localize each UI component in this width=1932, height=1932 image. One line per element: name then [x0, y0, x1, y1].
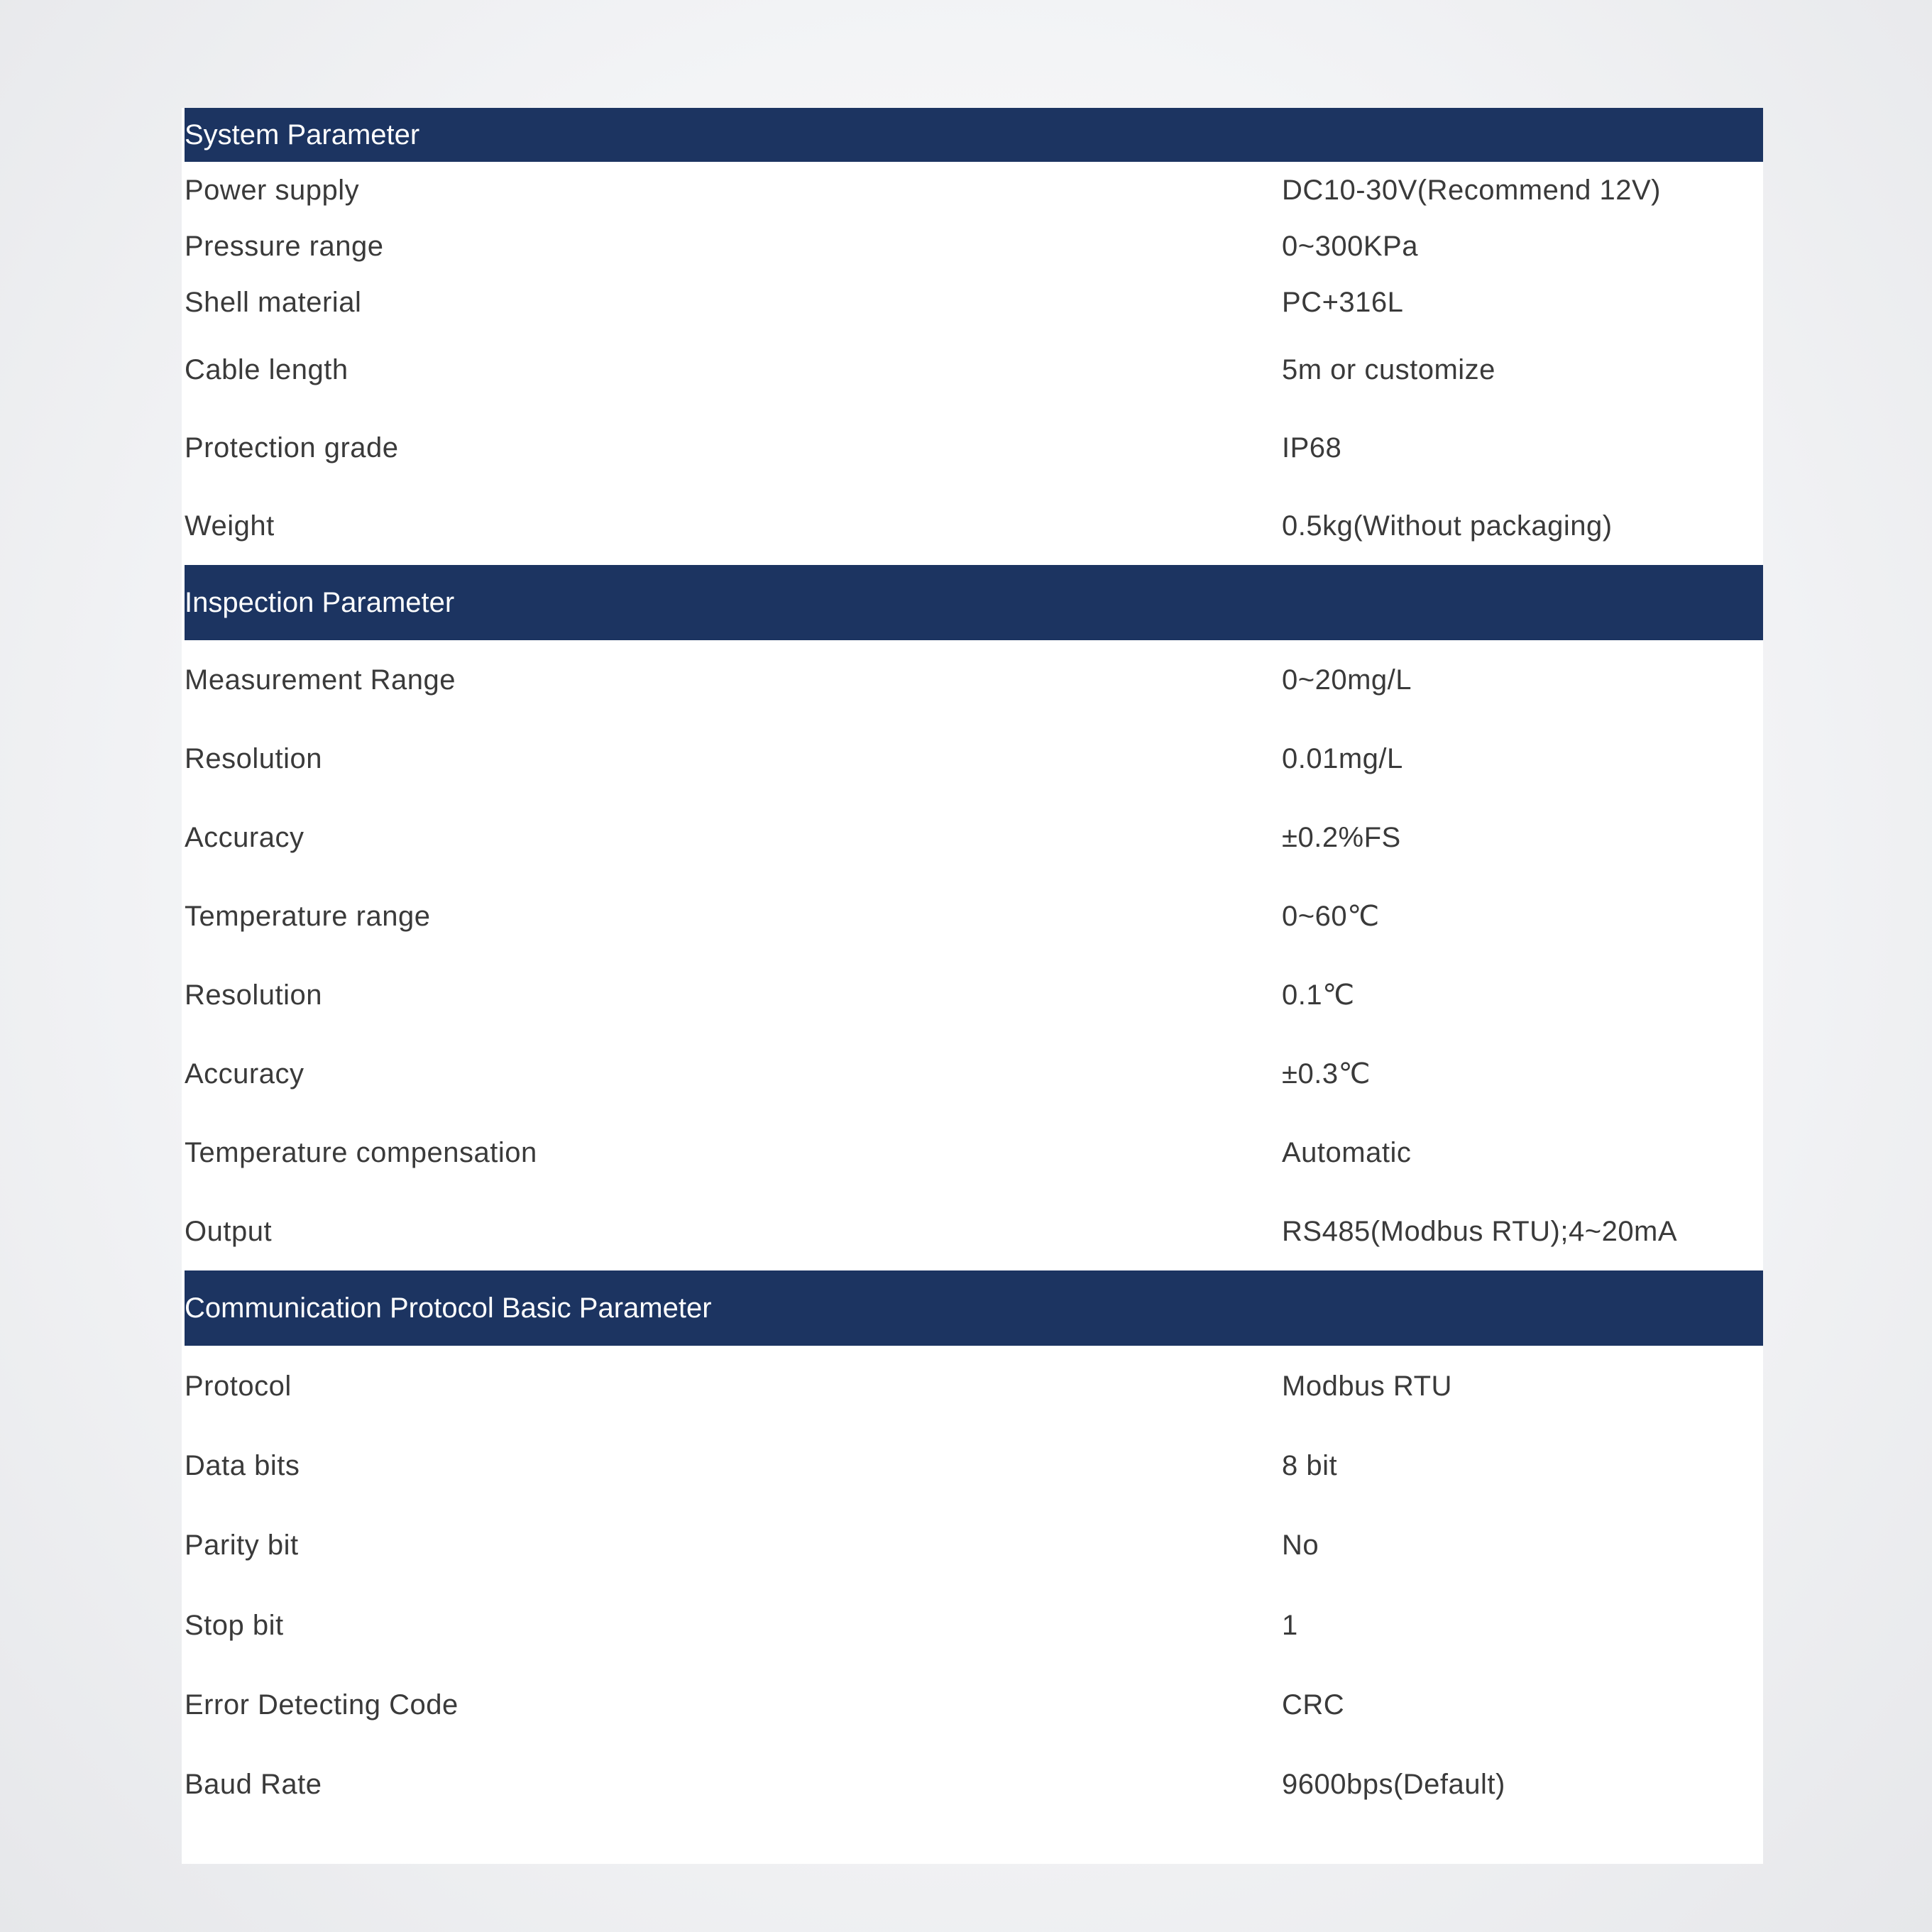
- table-row: [185, 1586, 1763, 1665]
- spec-table: [185, 108, 1763, 1824]
- section-title: Inspection Parameter: [185, 565, 1763, 640]
- row-label: Weight: [185, 510, 275, 542]
- row-value: 1: [1282, 1609, 1298, 1641]
- table-row: [185, 331, 1763, 409]
- row-label: Shell material: [185, 286, 362, 318]
- section-title: Communication Protocol Basic Parameter: [185, 1270, 1763, 1346]
- table-row: [185, 162, 1763, 219]
- row-label: Measurement Range: [185, 664, 456, 696]
- table-row: [185, 1505, 1763, 1586]
- row-label: Resolution: [185, 742, 323, 774]
- spec-panel: [182, 108, 1763, 1864]
- row-value: 9600bps(Default): [1282, 1768, 1505, 1800]
- row-value: 0~300KPa: [1282, 230, 1418, 262]
- row-label: Cable length: [185, 353, 348, 385]
- table-row: [185, 274, 1763, 331]
- section-header-inspection: [185, 565, 1763, 640]
- row-label: Protocol: [185, 1370, 292, 1402]
- row-label: Accuracy: [185, 1058, 304, 1090]
- row-value: 0.5kg(Without packaging): [1282, 510, 1613, 542]
- row-label: Output: [185, 1215, 273, 1247]
- row-value: 0~20mg/L: [1282, 664, 1412, 696]
- row-label: Pressure range: [185, 230, 384, 262]
- row-value: Automatic: [1282, 1136, 1412, 1168]
- row-value: RS485(Modbus RTU);4~20mA: [1282, 1215, 1678, 1247]
- row-value: ±0.2%FS: [1282, 821, 1401, 853]
- row-value: 8 bit: [1282, 1449, 1338, 1481]
- row-value: PC+316L: [1282, 286, 1404, 318]
- row-label: Protection grade: [185, 432, 399, 463]
- section-title: System Parameter: [185, 108, 1763, 162]
- row-label: Error Detecting Code: [185, 1689, 459, 1720]
- table-row: [185, 409, 1763, 487]
- row-label: Accuracy: [185, 821, 304, 853]
- row-value: 0.1℃: [1282, 979, 1355, 1011]
- row-value: IP68: [1282, 432, 1342, 463]
- row-value: DC10-30V(Recommend 12V): [1282, 174, 1661, 206]
- row-value: No: [1282, 1529, 1319, 1561]
- row-value: 0.01mg/L: [1282, 742, 1403, 774]
- row-label: Power supply: [185, 174, 360, 206]
- row-label: Temperature compensation: [185, 1136, 537, 1168]
- table-row: [185, 1427, 1763, 1505]
- section-header-communication: [185, 1270, 1763, 1346]
- table-row: [185, 487, 1763, 565]
- table-row: [185, 1665, 1763, 1745]
- row-value: CRC: [1282, 1689, 1345, 1720]
- row-value: ±0.3℃: [1282, 1058, 1371, 1090]
- table-row: [185, 1745, 1763, 1824]
- table-row: [185, 640, 1763, 720]
- table-row: [185, 219, 1763, 274]
- row-value: 0~60℃: [1282, 901, 1380, 932]
- row-label: Resolution: [185, 979, 323, 1011]
- table-row: [185, 720, 1763, 798]
- row-label: Temperature range: [185, 900, 431, 932]
- table-row: [185, 1113, 1763, 1192]
- table-row: [185, 1035, 1763, 1113]
- row-value: Modbus RTU: [1282, 1370, 1452, 1402]
- table-row: [185, 798, 1763, 877]
- table-row: [185, 877, 1763, 955]
- table-row: [185, 955, 1763, 1035]
- table-row: [185, 1192, 1763, 1270]
- row-label: Data bits: [185, 1449, 300, 1481]
- section-header-system: [185, 108, 1763, 162]
- row-label: Baud Rate: [185, 1768, 322, 1800]
- row-value: 5m or customize: [1282, 353, 1495, 385]
- table-row: [185, 1346, 1763, 1427]
- row-label: Stop bit: [185, 1609, 284, 1641]
- row-label: Parity bit: [185, 1529, 299, 1561]
